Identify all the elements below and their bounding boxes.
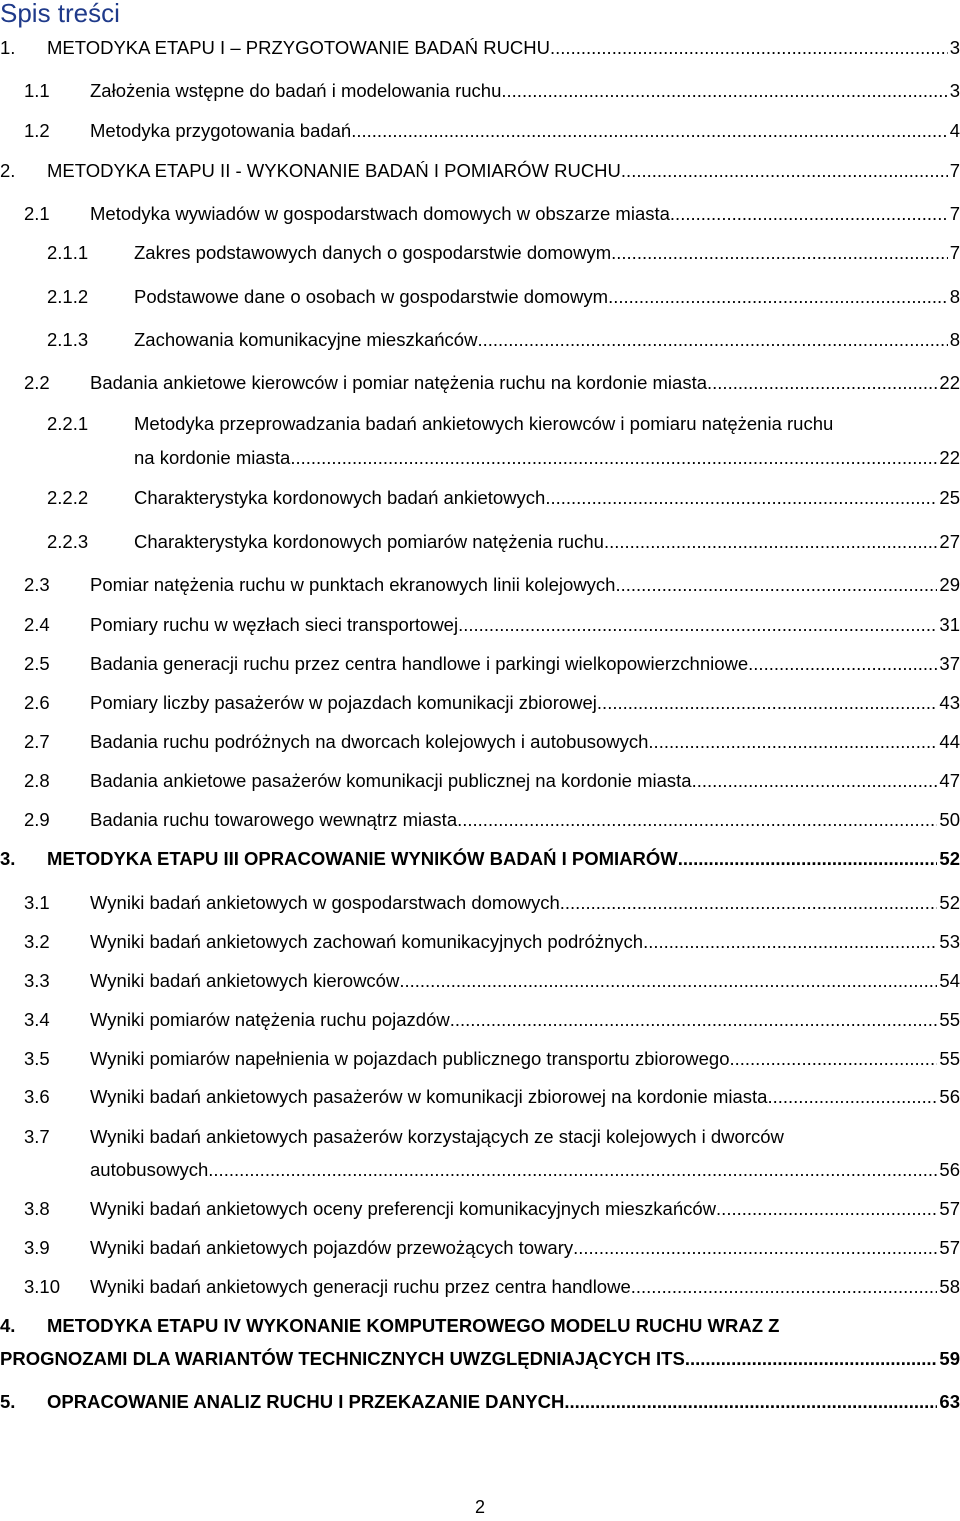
toc-entry-page: 58 <box>939 1276 960 1297</box>
toc-entry-number: 5. <box>0 1391 16 1412</box>
toc-entry-page: 56 <box>939 1159 960 1180</box>
toc-entry-page: 8 <box>949 286 960 307</box>
toc-entry-number: 3.7 <box>24 1126 50 1147</box>
toc-entry-title: METODYKA ETAPU I – PRZYGOTOWANIE BADAŃ RUCHU <box>47 37 551 58</box>
toc-entry-title: Wyniki pomiarów napełnienia w pojazdach publicznego transportu zbiorowego. <box>90 1048 735 1069</box>
toc-entry-number: 3.8 <box>24 1198 50 1219</box>
toc-leader-dots <box>621 158 948 184</box>
toc-entry-page: 7 <box>949 160 960 181</box>
toc-entry-number: 2.2 <box>24 372 50 393</box>
toc-entry-page: 7 <box>949 242 960 263</box>
toc-leader-dots <box>399 968 937 994</box>
toc-entry[interactable] <box>0 768 960 794</box>
toc-entry[interactable] <box>0 572 960 598</box>
toc-entry-continuation[interactable] <box>0 445 960 471</box>
toc-entry-page: 47 <box>939 770 960 791</box>
toc-entry-title: Metodyka wywiadów w gospodarstwach domowych w obszarze miasta <box>90 203 670 224</box>
toc-entry[interactable] <box>0 612 960 638</box>
toc-leader-dots <box>621 572 938 598</box>
toc-entry-title: Wyniki badań ankietowych kierowców <box>90 970 400 991</box>
toc-entry-title: METODYKA ETAPU III OPRACOWANIE WYNIKÓW BADAŃ I POMIARÓW <box>47 848 678 869</box>
toc-leader-dots <box>545 485 937 511</box>
toc-entry-page: 59 <box>939 1348 960 1369</box>
toc-leader-dots <box>564 1389 937 1415</box>
toc-leader-dots <box>458 612 937 638</box>
toc-entry-number: 2.2.3 <box>47 531 89 552</box>
toc-entry[interactable] <box>0 327 960 353</box>
toc-leader-dots <box>477 327 947 353</box>
toc-entry[interactable] <box>0 485 960 511</box>
toc-entry[interactable] <box>0 690 960 716</box>
toc-entry-page: 3 <box>949 37 960 58</box>
toc-entry[interactable] <box>0 968 960 994</box>
toc-entry-page: 57 <box>939 1198 960 1219</box>
toc-entry-number: 3. <box>0 848 16 869</box>
toc-entry-number: 2.7 <box>24 731 50 752</box>
toc-entry-title: Charakterystyka kordonowych pomiarów natężenia ruchu <box>134 531 604 552</box>
toc-leader-dots <box>550 35 948 61</box>
toc-entry-title: Wyniki badań ankietowych zachowań komunikacyjnych podróżnych <box>90 931 644 952</box>
toc-leader-dots <box>685 1346 938 1372</box>
toc-leader-dots <box>678 846 938 872</box>
toc-entry[interactable] <box>0 1124 960 1150</box>
toc-entry[interactable] <box>0 1084 960 1110</box>
toc-entry-number: 3.4 <box>24 1009 50 1030</box>
toc-entry-number: 1. <box>0 37 16 58</box>
toc-entry-title: na kordonie miasta <box>134 447 291 468</box>
toc-entry-page: 63 <box>939 1391 960 1412</box>
toc-entry[interactable] <box>0 1274 960 1300</box>
toc-entry[interactable] <box>0 890 960 916</box>
toc-entry[interactable] <box>0 411 960 437</box>
toc-entry-continuation[interactable] <box>0 1346 960 1372</box>
toc-entry[interactable] <box>0 651 960 677</box>
toc-entry-number: 2.1.3 <box>47 329 89 350</box>
toc-leader-dots <box>450 1007 938 1033</box>
toc-entry-number: 3.5 <box>24 1048 50 1069</box>
page-title: Spis treści <box>0 0 120 28</box>
toc-entry-page: 44 <box>939 731 960 752</box>
toc-leader-dots <box>608 284 948 310</box>
toc-entry-title: Wyniki pomiarów natężenia ruchu pojazdów <box>90 1009 450 1030</box>
toc-entry[interactable] <box>0 846 960 872</box>
toc-entry-number: 3.9 <box>24 1237 50 1258</box>
toc-entry-page: 53 <box>939 931 960 952</box>
toc-entry-page: 55 <box>939 1048 960 1069</box>
toc-entry-number: 2.2.2 <box>47 487 89 508</box>
toc-entry-title: Pomiar natężenia ruchu w punktach ekranowych linii kolejowych. <box>90 574 621 595</box>
toc-entry-page: 54 <box>939 970 960 991</box>
toc-entry-title: Wyniki badań ankietowych w gospodarstwach domowych <box>90 892 560 913</box>
toc-entry[interactable] <box>0 1046 960 1072</box>
toc-leader-dots <box>560 890 938 916</box>
toc-entry-page: 22 <box>939 447 960 468</box>
toc-entry-page: 29 <box>939 574 960 595</box>
toc-entry-number: 2.2.1 <box>47 413 89 434</box>
toc-entry[interactable] <box>0 929 960 955</box>
toc-entry-title: Badania ankietowe kierowców i pomiar natężenia ruchu na kordonie miasta <box>90 372 708 393</box>
toc-entry-page: 56 <box>939 1086 960 1107</box>
toc-entry-number: 4. <box>0 1315 16 1336</box>
toc-leader-dots <box>692 768 938 794</box>
toc-entry-number: 2.1 <box>24 203 50 224</box>
toc-entry-page: 57 <box>939 1237 960 1258</box>
toc-leader-dots <box>716 1196 937 1222</box>
toc-entry[interactable] <box>0 807 960 833</box>
toc-entry[interactable] <box>0 240 960 266</box>
toc-leader-dots <box>604 529 937 555</box>
toc-entry[interactable] <box>0 370 960 396</box>
toc-entry-page: 4 <box>949 120 960 141</box>
toc-entry-page: 52 <box>939 892 960 913</box>
toc-entry-title: Podstawowe dane o osobach w gospodarstwie domowym <box>134 286 609 307</box>
toc-entry-continuation[interactable] <box>0 1157 960 1183</box>
toc-leader-dots <box>208 1157 937 1183</box>
toc-leader-dots <box>707 370 937 396</box>
toc-entry-title: METODYKA ETAPU IV WYKONANIE KOMPUTEROWEGO MODELU RUCHU WRAZ Z <box>47 1315 780 1336</box>
toc-entry-number: 3.3 <box>24 970 50 991</box>
toc-leader-dots <box>457 807 937 833</box>
toc-entry-number: 1.1 <box>24 80 50 101</box>
toc-entry-number: 3.1 <box>24 892 50 913</box>
toc-leader-dots <box>643 929 937 955</box>
toc-entry-title: Wyniki badań ankietowych pojazdów przewożących towary <box>90 1237 574 1258</box>
toc-entry-title: PROGNOZAMI DLA WARIANTÓW TECHNICZNYCH UWZGLĘDNIAJĄCYCH ITS <box>0 1348 685 1369</box>
toc-entry-page: 31 <box>939 614 960 635</box>
toc-entry-number: 2.6 <box>24 692 50 713</box>
toc-entry-page: 37 <box>939 653 960 674</box>
toc-entry-title: Zakres podstawowych danych o gospodarstwie domowym <box>134 242 612 263</box>
toc-entry-page: 25 <box>939 487 960 508</box>
toc-entry[interactable] <box>0 78 960 104</box>
toc-leader-dots <box>573 1235 937 1261</box>
toc-entry-page: 22 <box>939 372 960 393</box>
toc-entry-title: Metodyka przeprowadzania badań ankietowych kierowców i pomiaru natężenia ruchu <box>134 413 834 434</box>
toc-leader-dots <box>735 1046 938 1072</box>
toc-entry-title: Wyniki badań ankietowych pasażerów korzystających ze stacji kolejowych i dworców <box>90 1126 784 1147</box>
toc-entry-title: Badania generacji ruchu przez centra handlowe i parkingi wielkopowierzchniowe <box>90 653 749 674</box>
toc-leader-dots <box>773 1084 938 1110</box>
toc-entry-title: Wyniki badań ankietowych generacji ruchu przez centra handlowe <box>90 1276 631 1297</box>
toc-entry-title: autobusowych <box>90 1159 209 1180</box>
toc-entry-number: 2.9 <box>24 809 50 830</box>
toc-leader-dots <box>611 240 948 266</box>
toc-entry[interactable] <box>0 1389 960 1415</box>
toc-entry-number: 2. <box>0 160 16 181</box>
toc-entry[interactable] <box>0 35 960 61</box>
toc-entry-number: 3.2 <box>24 931 50 952</box>
toc-leader-dots <box>648 729 937 755</box>
toc-entry[interactable] <box>0 529 960 555</box>
toc-entry-title: Badania ruchu towarowego wewnątrz miasta <box>90 809 458 830</box>
toc-entry[interactable] <box>0 158 960 184</box>
page-number: 2 <box>474 1497 485 1517</box>
toc-entry-title: Pomiary ruchu w węzłach sieci transportowej <box>90 614 459 635</box>
toc-entry-page: 8 <box>949 329 960 350</box>
toc-entry-title: Założenia wstępne do badań i modelowania ruchu <box>90 80 502 101</box>
toc-entry-page: 3 <box>949 80 960 101</box>
toc-entry-page: 43 <box>939 692 960 713</box>
toc-entry-title: Badania ankietowe pasażerów komunikacji publicznej na kordonie miasta <box>90 770 692 791</box>
toc-entry-number: 2.5 <box>24 653 50 674</box>
toc-leader-dots <box>351 118 947 144</box>
toc-entry[interactable] <box>0 1196 960 1222</box>
toc-entry-number: 2.3 <box>24 574 50 595</box>
toc-entry-title: Charakterystyka kordonowych badań ankietowych <box>134 487 546 508</box>
toc-entry-number: 2.8 <box>24 770 50 791</box>
toc-entry-number: 1.2 <box>24 120 50 141</box>
toc-entry-title: Wyniki badań ankietowych pasażerów w komunikacji zbiorowej na kordonie miasta. <box>90 1086 773 1107</box>
toc-entry-page: 55 <box>939 1009 960 1030</box>
toc-entry-number: 3.6 <box>24 1086 50 1107</box>
toc-entry[interactable] <box>0 118 960 144</box>
toc-entry-page: 50 <box>939 809 960 830</box>
toc-leader-dots <box>748 651 937 677</box>
toc-entry[interactable] <box>0 1235 960 1261</box>
toc-entry-page: 27 <box>939 531 960 552</box>
toc-entry[interactable] <box>0 1313 960 1339</box>
toc-entry-title: Zachowania komunikacyjne mieszkańców <box>134 329 478 350</box>
toc-entry-title: Metodyka przygotowania badań <box>90 120 352 141</box>
toc-entry[interactable] <box>0 729 960 755</box>
toc-entry-title: Wyniki badań ankietowych oceny preferencji komunikacyjnych mieszkańców <box>90 1198 717 1219</box>
toc-leader-dots <box>631 1274 938 1300</box>
toc-leader-dots <box>501 78 947 104</box>
toc-entry-title: Pomiary liczby pasażerów w pojazdach komunikacji zbiorowej <box>90 692 597 713</box>
toc-entry-page: 7 <box>949 203 960 224</box>
toc-leader-dots <box>597 690 938 716</box>
toc-entry-title: OPRACOWANIE ANALIZ RUCHU I PRZEKAZANIE DANYCH <box>47 1391 565 1412</box>
toc-entry-number: 2.1.2 <box>47 286 89 307</box>
toc-leader-dots <box>670 201 948 227</box>
toc-entry[interactable] <box>0 284 960 310</box>
toc-entry-title: Badania ruchu podróżnych na dworcach kolejowych i autobusowych <box>90 731 649 752</box>
toc-entry-number: 2.4 <box>24 614 50 635</box>
toc-leader-dots <box>290 445 937 471</box>
toc-entry[interactable] <box>0 201 960 227</box>
toc-entry-page: 52 <box>939 848 960 869</box>
toc-entry-title: METODYKA ETAPU II - WYKONANIE BADAŃ I POMIARÓW RUCHU <box>47 160 621 181</box>
toc-entry[interactable] <box>0 1007 960 1033</box>
toc-entry-number: 3.10 <box>24 1276 61 1297</box>
toc-entry-number: 2.1.1 <box>47 242 89 263</box>
